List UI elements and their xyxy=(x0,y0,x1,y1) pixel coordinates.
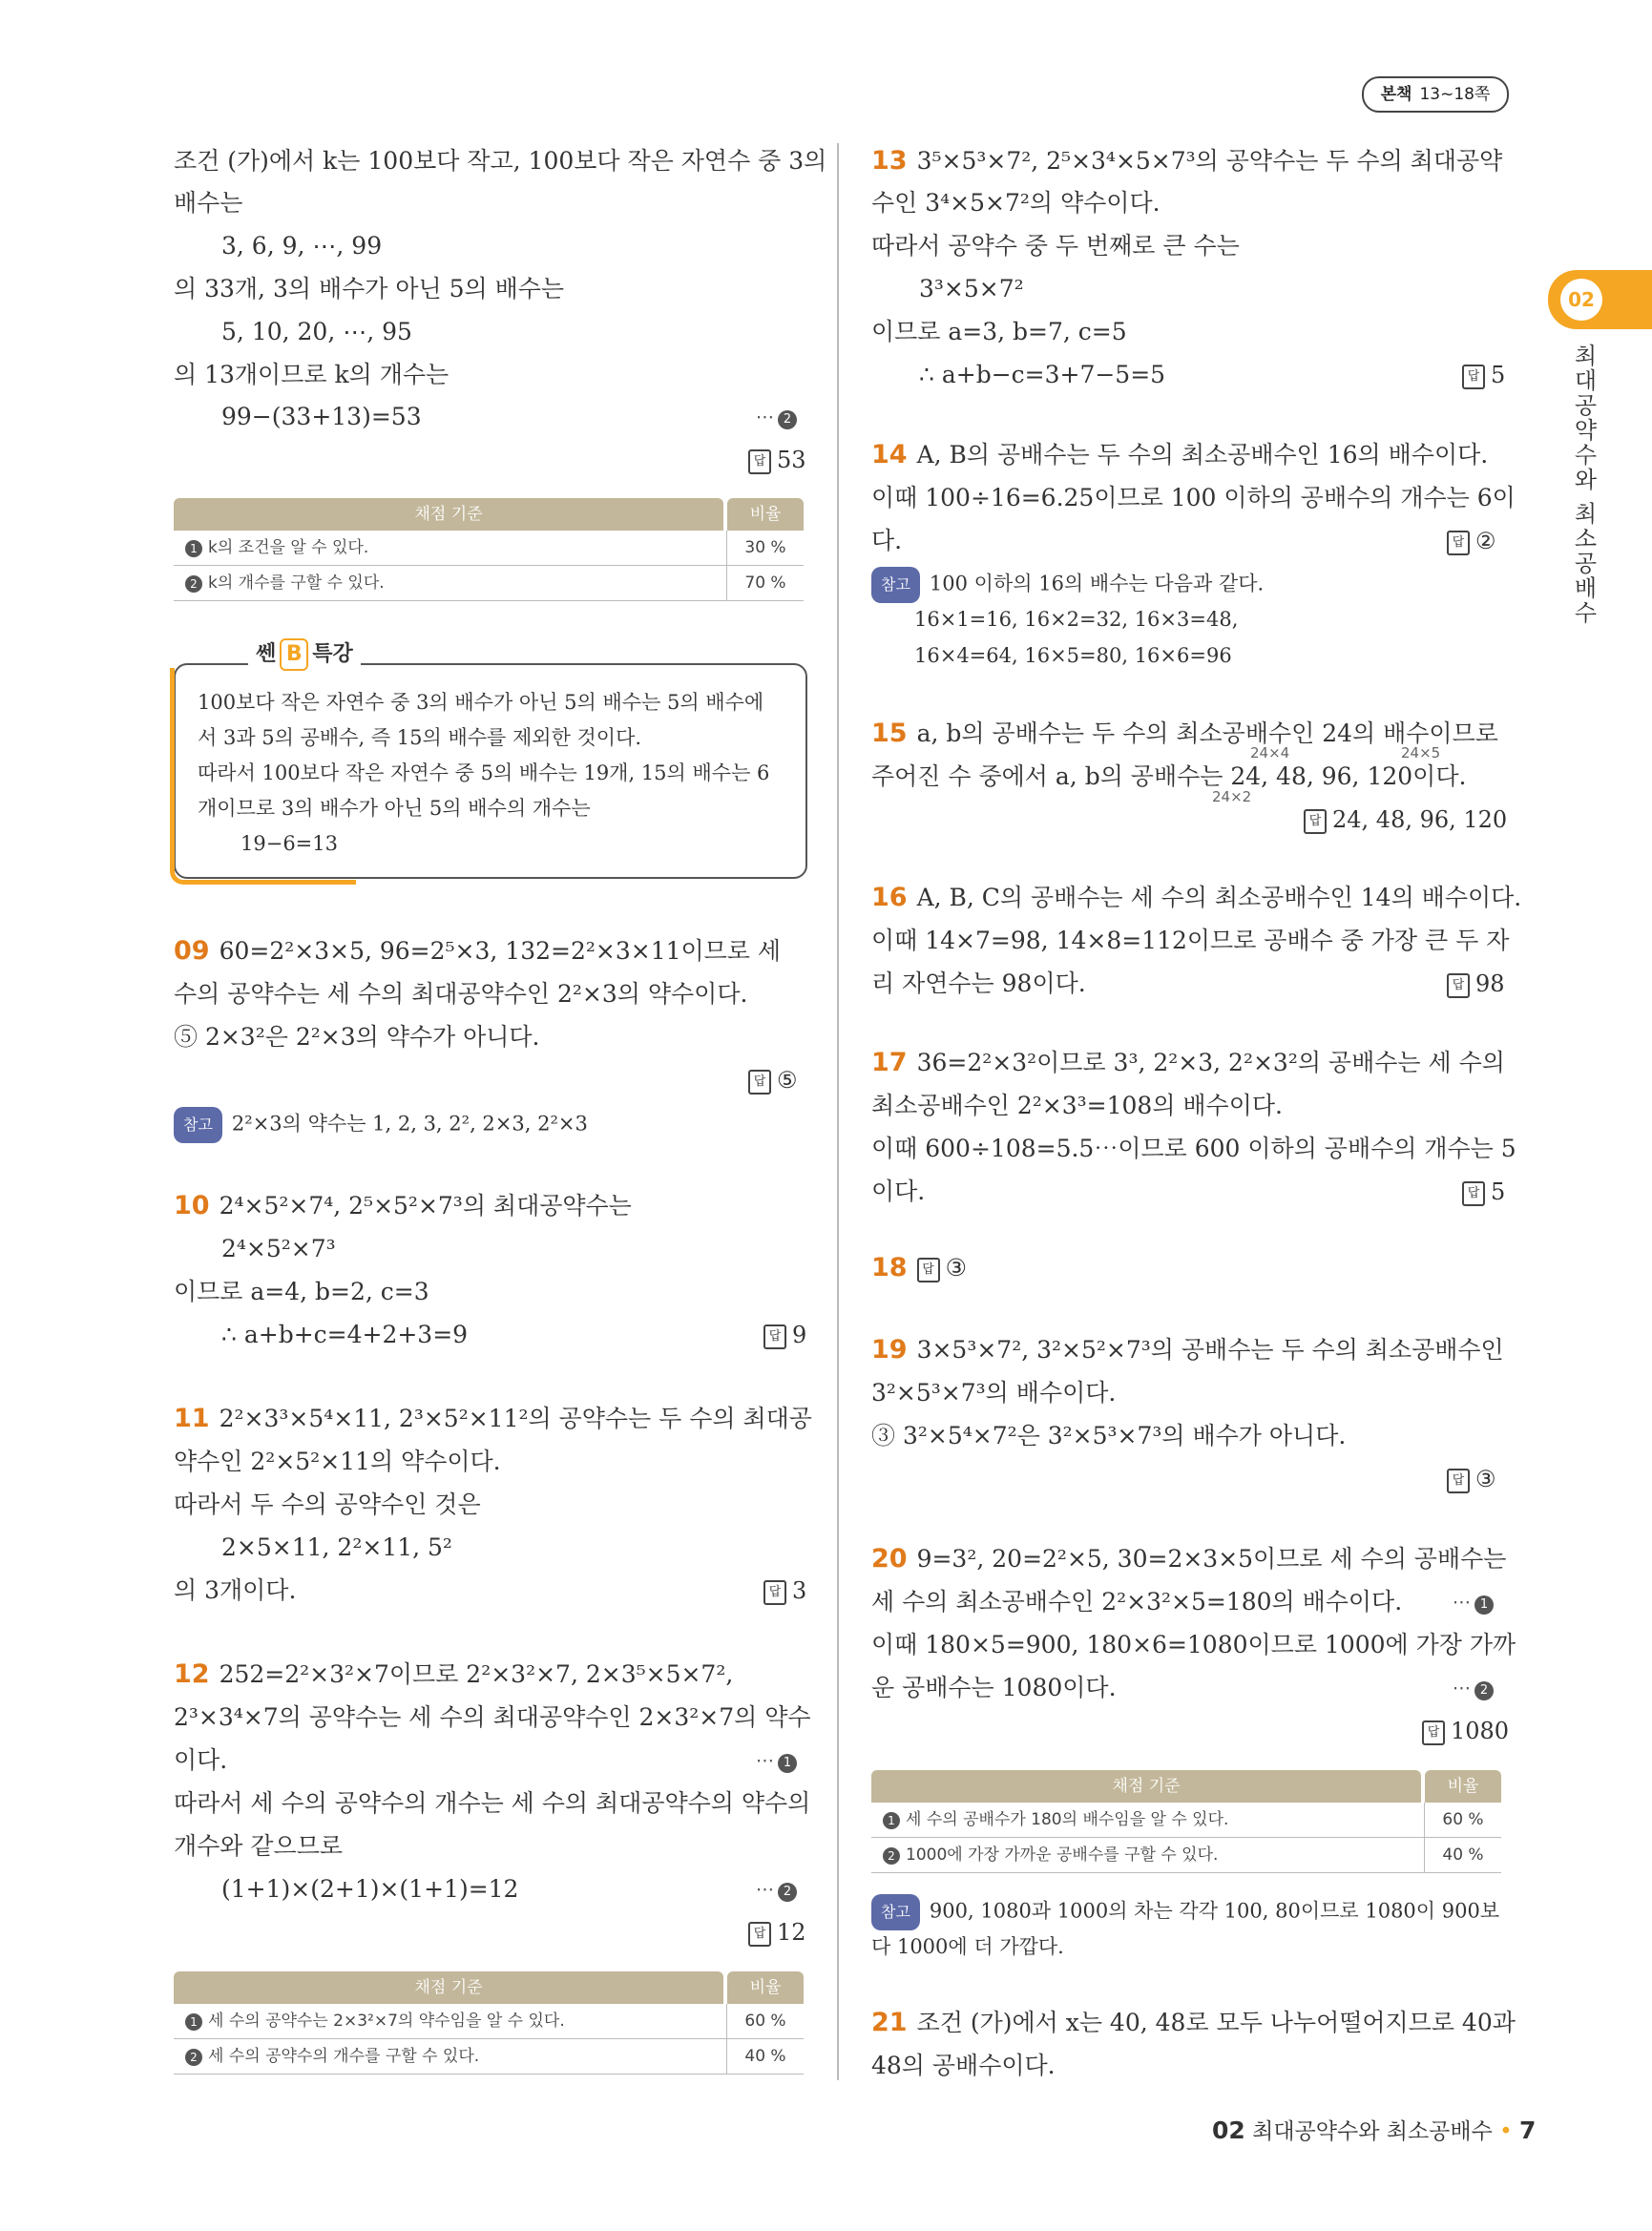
p15-line2: 주어진 수 중에서 a, b의 공배수는 24, 48, 96, 120이다. xyxy=(871,762,1467,790)
table-row: 2 k의 개수를 구할 수 있다. 70 % xyxy=(174,566,804,601)
p8-line3: 3, 6, 9, ⋯, 99 xyxy=(221,232,383,260)
p10-line1: 10 2⁴×5²×7⁴, 2⁵×5²×7³의 최대공약수는 xyxy=(174,1191,632,1220)
p8-line7: 99−(33+13)=53 xyxy=(221,403,422,430)
p12-line1: 12 252=2²×3²×7이므로 2²×3²×7, 2×3⁵×5×7², xyxy=(174,1659,734,1689)
p9-line3: ⑤ 2×3²은 2²×3의 약수가 아니다. xyxy=(174,1023,540,1051)
p16-line2: 이때 14×7=98, 14×8=112이므로 공배수 중 가장 큰 두 자 xyxy=(871,927,1510,954)
p20-line1: 20 9=3², 20=2²×5, 30=2×3×5이므로 세 수의 공배수는 xyxy=(871,1544,1507,1574)
p13-line3: 따라서 공약수 중 두 번째로 큰 수는 xyxy=(871,232,1240,260)
p17-line2: 최소공배수인 2²×3³=108의 배수이다. xyxy=(871,1092,1283,1119)
table-header: 비율 xyxy=(1425,1770,1501,1803)
p16-line3: 리 자연수는 98이다. xyxy=(871,970,1086,997)
p13-answer: 답 5 xyxy=(1462,359,1505,391)
table-row: 1 세 수의 공배수가 180의 배수임을 알 수 있다. 60 % xyxy=(871,1803,1501,1838)
p12-line6: (1+1)×(2+1)×(1+1)=12 xyxy=(221,1875,519,1903)
p11-answer: 답 3 xyxy=(763,1574,806,1607)
scoring-table-3 xyxy=(871,1770,1501,1873)
step-marker-1: ⋯ 1 xyxy=(1453,1592,1494,1615)
p20-note2: 다 1000에 더 가깝다. xyxy=(871,1935,1064,1958)
p11-line4: 2×5×11, 2²×11, 5² xyxy=(221,1533,452,1561)
p11-line2: 약수인 2²×5²×11의 약수이다. xyxy=(174,1448,501,1475)
p9-line1: 09 60=2²×3×5, 96=2⁵×3, 132=2²×3×11이므로 세 xyxy=(174,936,782,966)
book-page-badge xyxy=(1362,76,1509,113)
p20-answer: 답 1080 xyxy=(1422,1715,1509,1747)
page-number: 7 xyxy=(1519,2116,1537,2144)
p14-line3: 다. xyxy=(871,527,903,554)
p14-line2: 이때 100÷16=6.25이므로 100 이하의 공배수의 개수는 6이 xyxy=(871,484,1516,511)
footer-title: 최대공약수와 최소공배수 xyxy=(1252,2119,1493,2144)
chapter-side-title: 최대공약수와 최소공배수 xyxy=(1570,344,1597,626)
p9-answer: 답 ⑤ xyxy=(748,1064,798,1096)
table-row: 1 세 수의 공약수는 2×3²×7의 약수임을 알 수 있다. 60 % xyxy=(174,2004,804,2039)
step-marker-2: ⋯ 2 xyxy=(756,1879,797,1902)
table-header: 채점 기준 xyxy=(174,1971,723,2004)
table-row: 1 k의 조건을 알 수 있다. 30 % xyxy=(174,531,804,566)
footer-chapter: 02 xyxy=(1212,2116,1245,2144)
p13-line1: 13 3⁵×5³×7², 2⁵×3⁴×5×7³의 공약수는 두 수의 최대공약 xyxy=(871,146,1503,176)
p20-line2: 세 수의 최소공배수인 2²×3²×5=180의 배수이다. xyxy=(871,1588,1403,1616)
p12-line2: 2³×3⁴×7의 공약수는 세 수의 최대공약수인 2×3²×7의 약수 xyxy=(174,1703,811,1731)
p18-line1: 18 답 ③ xyxy=(871,1253,967,1282)
p17-answer: 답 5 xyxy=(1462,1176,1505,1208)
column-divider xyxy=(837,143,839,2080)
table-header: 비율 xyxy=(727,498,804,531)
p19-line2: 3²×5³×7³의 배수이다. xyxy=(871,1379,1117,1407)
p14-line1: 14 A, B의 공배수는 두 수의 최소공배수인 16의 배수이다. xyxy=(871,440,1489,469)
b-line3: 따라서 100보다 작은 자연수 중 5의 배수는 19개, 15의 배수는 6 xyxy=(198,761,770,784)
b-line4: 개이므로 3의 배수가 아닌 5의 배수의 개수는 xyxy=(198,797,591,820)
p13-line5: 이므로 a=3, b=7, c=5 xyxy=(871,318,1127,345)
page-footer xyxy=(1212,2114,1536,2145)
table-row: 2 1000에 가장 가까운 공배수를 구할 수 있다. 40 % xyxy=(871,1838,1501,1873)
table-header: 채점 기준 xyxy=(871,1770,1421,1803)
p8-line5: 5, 10, 20, ⋯, 95 xyxy=(221,318,412,345)
p8-line2: 배수는 xyxy=(174,189,243,217)
p10-line4: ∴ a+b+c=4+2+3=9 xyxy=(221,1321,469,1348)
p11-line1: 11 2²×3³×5⁴×11, 2³×5²×11²의 공약수는 두 수의 최대공 xyxy=(174,1404,812,1433)
p19-answer: 답 ③ xyxy=(1447,1463,1496,1495)
step-marker-1: ⋯ 1 xyxy=(756,1750,797,1773)
p15-sub1: 24×4 xyxy=(1250,744,1290,761)
b-line2: 서 3과 5의 공배수, 즉 15의 배수를 제외한 것이다. xyxy=(198,726,642,749)
p20-note1: 참고 900, 1080과 1000의 차는 각각 100, 80이므로 1080이 900보 xyxy=(871,1894,1499,1930)
scoring-table-1 xyxy=(174,498,804,601)
b-line5: 19−6=13 xyxy=(240,832,338,855)
p17-line4: 이다. xyxy=(871,1178,926,1205)
p9-note: 참고 2²×3의 약수는 1, 2, 3, 2², 2×3, 2²×3 xyxy=(174,1107,588,1143)
p19-line1: 19 3×5³×7², 3²×5²×7³의 공배수는 두 수의 최소공배수인 xyxy=(871,1335,1504,1365)
table-header: 채점 기준 xyxy=(174,498,723,531)
p10-answer: 답 9 xyxy=(763,1319,806,1351)
p13-line6: ∴ a+b−c=3+7−5=5 xyxy=(919,361,1166,388)
p14-note3: 16×4=64, 16×5=80, 16×6=96 xyxy=(914,644,1232,667)
p15-sub2: 24×5 xyxy=(1401,744,1441,761)
p19-line3: ③ 3²×5⁴×7²은 3²×5³×7³의 배수가 아니다. xyxy=(871,1422,1347,1449)
p11-line3: 따라서 두 수의 공약수인 것은 xyxy=(174,1491,481,1518)
p21-line1: 21 조건 (가)에서 x는 40, 48로 모두 나누어떨어지므로 40과 xyxy=(871,2008,1516,2037)
p8-line1: 조건 (가)에서 k는 100보다 작고, 100보다 작은 자연수 중 3의 xyxy=(174,147,827,175)
badge-label: 본책 xyxy=(1380,85,1412,104)
p16-answer: 답 98 xyxy=(1447,968,1505,1000)
chapter-number: 02 xyxy=(1560,279,1602,321)
p9-line2: 수의 공약수는 세 수의 최대공약수인 2²×3의 약수이다. xyxy=(174,980,748,1008)
p17-line1: 17 36=2²×3²이므로 3³, 2²×3, 2²×3²의 공배수는 세 수의 xyxy=(871,1048,1505,1077)
p14-note1: 참고 100 이하의 16의 배수는 다음과 같다. xyxy=(871,567,1264,603)
scoring-table-2 xyxy=(174,1971,804,2075)
badge-range: 13~18쪽 xyxy=(1419,85,1491,104)
p15-line1: 15 a, b의 공배수는 두 수의 최소공배수인 24의 배수이므로 xyxy=(871,719,1498,748)
p10-line2: 2⁴×5²×7³ xyxy=(221,1235,336,1262)
b-line1: 100보다 작은 자연수 중 3의 배수가 아닌 5의 배수는 5의 배수에 xyxy=(198,691,764,714)
p12-line4: 따라서 세 수의 공약수의 개수는 세 수의 최대공약수의 약수의 xyxy=(174,1789,811,1817)
p10-line3: 이므로 a=4, b=2, c=3 xyxy=(174,1278,429,1305)
p13-line2: 수인 3⁴×5×7²의 약수이다. xyxy=(871,189,1161,217)
p12-answer: 답 12 xyxy=(748,1916,806,1949)
table-row: 2 세 수의 공약수의 개수를 구할 수 있다. 40 % xyxy=(174,2039,804,2075)
table-header: 비율 xyxy=(727,1971,804,2004)
p17-line3: 이때 600÷108=5.5⋯이므로 600 이하의 공배수의 개수는 5 xyxy=(871,1135,1516,1162)
p8-line4: 의 33개, 3의 배수가 아닌 5의 배수는 xyxy=(174,275,565,302)
p16-line1: 16 A, B, C의 공배수는 세 수의 최소공배수인 14의 배수이다. xyxy=(871,883,1522,912)
p11-line5: 의 3개이다. xyxy=(174,1576,297,1604)
p20-line4: 운 공배수는 1080이다. xyxy=(871,1674,1117,1701)
p15-answer: 답 24, 48, 96, 120 xyxy=(1304,803,1507,836)
p8-answer: 답 53 xyxy=(748,444,806,476)
step-marker-2: ⋯ 2 xyxy=(756,407,797,429)
special-lecture-title: 쎈 B 특강 xyxy=(248,637,361,671)
p21-line2: 48의 공배수이다. xyxy=(871,2052,1056,2079)
p12-line3: 이다. xyxy=(174,1746,228,1774)
b-logo-icon: B xyxy=(280,638,308,671)
p14-note2: 16×1=16, 16×2=32, 16×3=48, xyxy=(914,608,1239,631)
footer-dot: • xyxy=(1499,2119,1513,2144)
p13-line4: 3³×5×7² xyxy=(919,275,1024,302)
p12-line5: 개수와 같으므로 xyxy=(174,1832,343,1860)
p14-answer: 답 ② xyxy=(1447,525,1496,557)
answer-icon: 답 xyxy=(748,449,771,474)
p15-sub3: 24×2 xyxy=(1212,788,1252,805)
p20-line3: 이때 180×5=900, 180×6=1080이므로 1000에 가장 가까 xyxy=(871,1631,1516,1658)
p8-line6: 의 13개이므로 k의 개수는 xyxy=(174,361,450,388)
step-marker-2: ⋯ 2 xyxy=(1453,1678,1494,1700)
